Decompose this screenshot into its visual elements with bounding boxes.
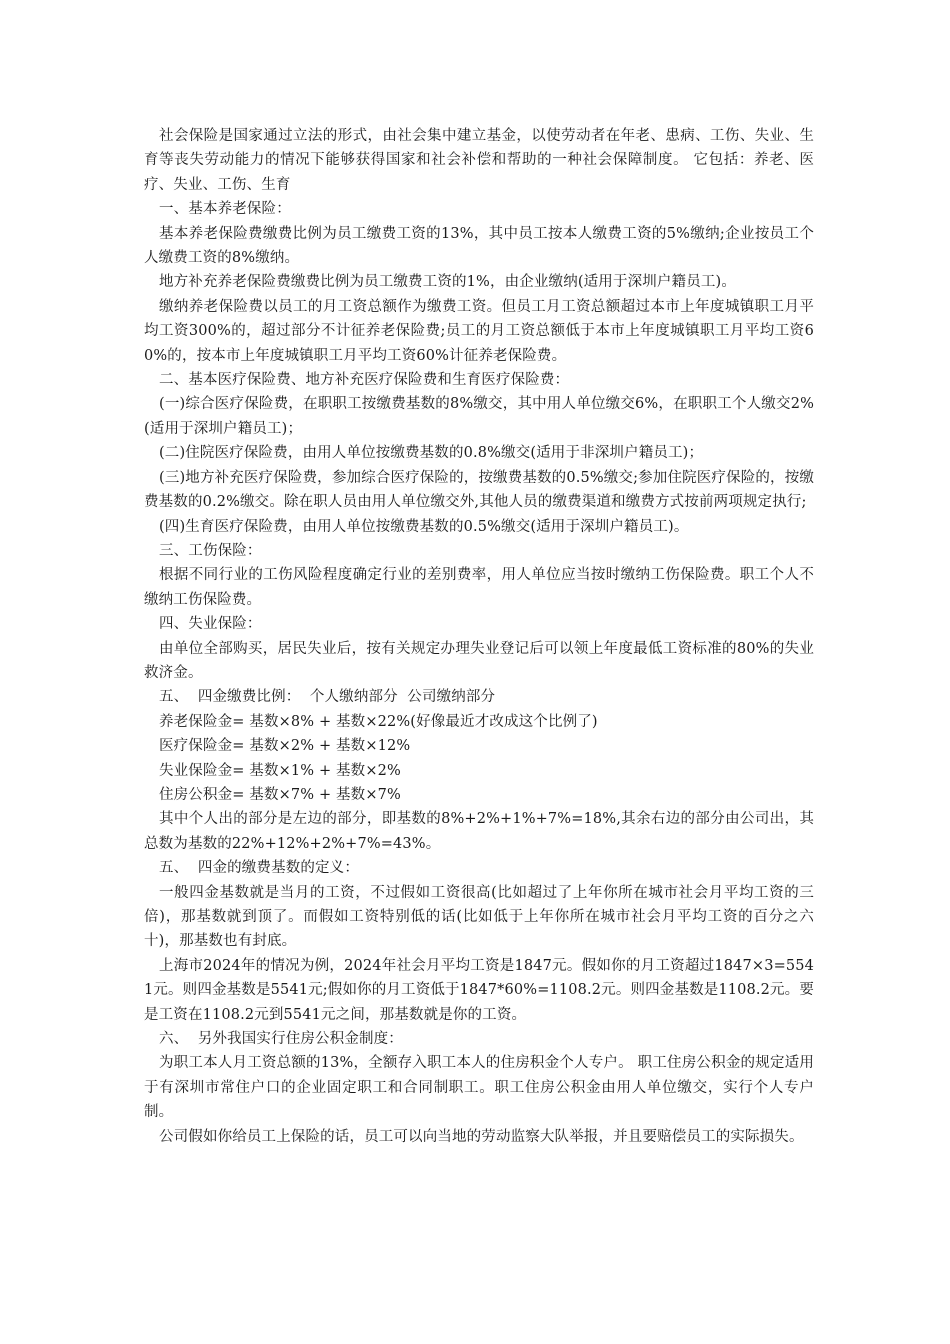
section-2-paragraph-2: (二)住院医疗保险费，由用人单位按缴费基数的0.8%缴交(适用于非深圳户籍员工)； <box>159 445 704 462</box>
section-3-heading: 三、工伤保险： <box>159 542 262 559</box>
section-5b-paragraph-2: 上海市2024年的情况为例，2024年社会月平均工资是1847元。假如你的月工资超过1847×3=5541元。则四金基数是5541元;假如你的月工资低于1847*60%=1108.2元。则四金基数是1108.2元。要是工资在1108.2元到5541元之间，那基数就是你的工资。 <box>144 957 814 1023</box>
section-2-paragraph-4: (四)生育医疗保险费，由用人单位按缴费基数的0.5%缴交(适用于深圳户籍员工)。 <box>159 518 689 535</box>
section-3-paragraph-1: 根据不同行业的工伤风险程度确定行业的差别费率，用人单位应当按时缴纳工伤保险费。职工个人不缴纳工伤保险费。 <box>144 567 814 608</box>
section-1-paragraph-2: 地方补充养老保险费缴费比例为员工缴费工资的1%，由企业缴纳(适用于深圳户籍员工)。 <box>159 274 736 291</box>
section-4-paragraph-1: 由单位全部购买，居民失业后，按有关规定办理失业登记后可以领上年度最低工资标准的80%的失业救济金。 <box>144 640 814 681</box>
rate-row-unemployment: 失业保险金= 基数×1% + 基数×2% <box>159 762 401 779</box>
document-body <box>144 124 814 1149</box>
section-4-heading: 四、失业保险： <box>159 616 262 633</box>
section-5-paragraph-1: 其中个人出的部分是左边的部分，即基数的8%+2%+1%+7%=18%,其余右边的部分由公司出，其总数为基数的22%+12%+2%+7%=43%。 <box>144 811 814 852</box>
intro-paragraph: 社会保险是国家通过立法的形式，由社会集中建立基金，以使劳动者在年老、患病、工伤、失业、生育等丧失劳动能力的情况下能够获得国家和社会补偿和帮助的一种社会保障制度。 它包括：养老、医疗、失业、工伤、生育 <box>144 128 814 193</box>
section-1-paragraph-1: 基本养老保险费缴费比例为员工缴费工资的13%，其中员工按本人缴费工资的5%缴纳;企业按员工个人缴费工资的8%缴纳。 <box>144 225 814 267</box>
section-6-paragraph-1: 为职工本人月工资总额的13%，全额存入职工本人的住房积金个人专户。 职工住房公积金的规定适用于有深圳市常住户口的企业固定职工和合同制职工。职工住房公积金由用人单位缴交，实行个人专户制。 <box>144 1055 814 1121</box>
section-5b-heading: 五、 四金的缴费基数的定义： <box>159 860 359 877</box>
section-2-paragraph-1: (一)综合医疗保险费，在职职工按缴费基数的8%缴交，其中用人单位缴交6%，在职职工个人缴交2%(适用于深圳户籍员工)； <box>144 396 814 437</box>
section-1-paragraph-3: 缴纳养老保险费以员工的月工资总额作为缴费工资。但员工月工资总额超过本市上年度城镇职工月平均工资300%的，超过部分不计征养老保险费;员工的月工资总额低于本市上年度城镇职工月平均工资60%的，按本市上年度城镇职工月平均工资60%计征养老保险费。 <box>144 298 814 364</box>
rate-row-housing-fund: 住房公积金= 基数×7% + 基数×7% <box>159 786 401 803</box>
section-2-paragraph-3: (三)地方补充医疗保险费，参加综合医疗保险的，按缴费基数的0.5%缴交;参加住院医疗保险的，按缴费基数的0.2%缴交。除在职人员由用人单位缴交外,其他人员的缴费渠道和缴费方式按前两项规定执行; <box>144 469 814 511</box>
section-5b-paragraph-1: 一般四金基数就是当月的工资，不过假如工资很高(比如超过了上年你所在城市社会月平均工资的三倍)，那基数就到顶了。而假如工资特别低的话(比如低于上年你所在城市社会月平均工资的百分之六十)，那基数也有封底。 <box>144 884 814 950</box>
section-2-heading: 二、基本医疗保险费、地方补充医疗保险费和生育医疗保险费： <box>159 372 570 389</box>
rate-row-pension: 养老保险金= 基数×8% + 基数×22%(好像最近才改成这个比例了) <box>159 713 598 730</box>
section-1-heading: 一、基本养老保险： <box>159 201 291 218</box>
section-6-heading: 六、 另外我国实行住房公积金制度： <box>159 1031 403 1048</box>
section-6-paragraph-2: 公司假如你给员工上保险的话，员工可以向当地的劳动监察大队举报，并且要赔偿员工的实际损失。 <box>159 1128 804 1145</box>
rate-row-medical: 医疗保险金= 基数×2% + 基数×12% <box>159 738 411 755</box>
section-5-heading: 五、 四金缴费比例： 个人缴纳部分 公司缴纳部分 <box>159 689 496 706</box>
